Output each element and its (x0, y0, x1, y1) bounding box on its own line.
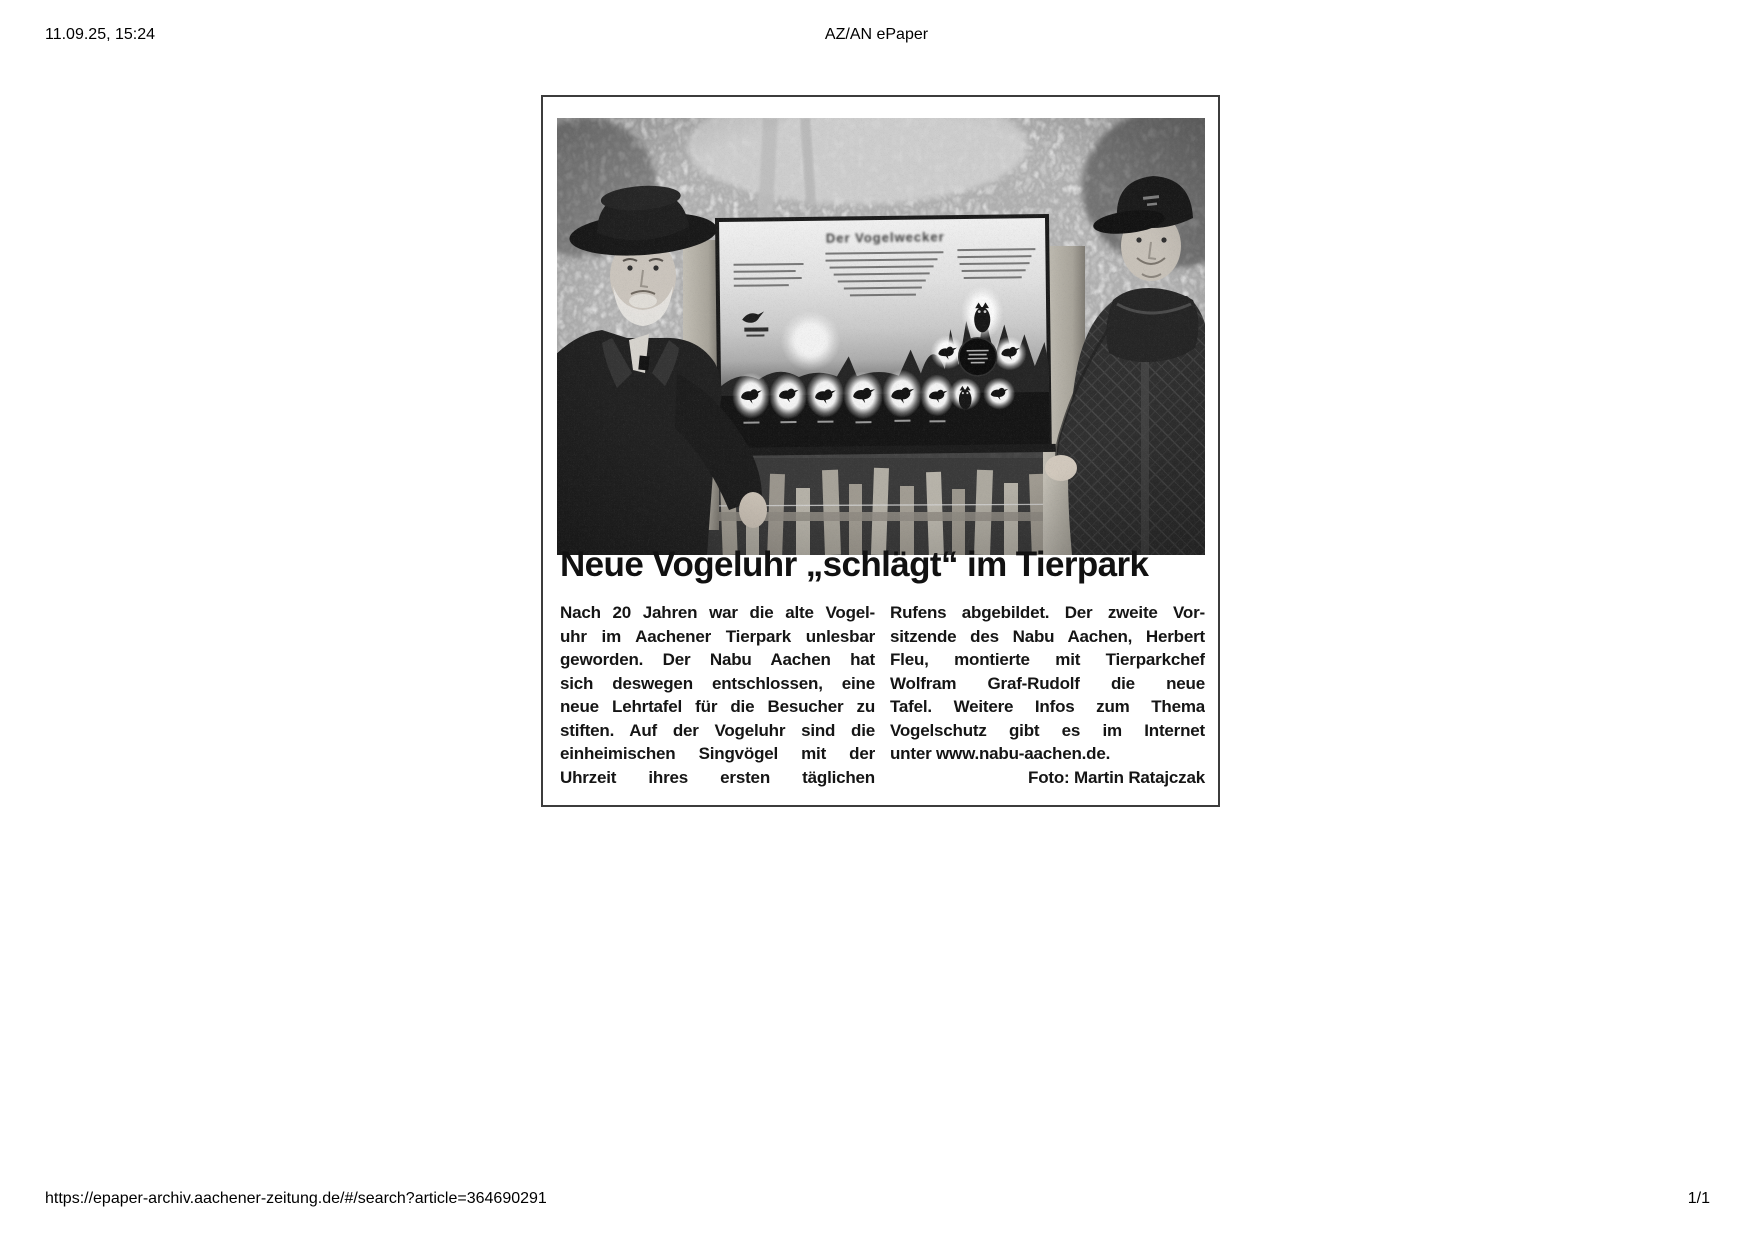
photo-credit: Foto: Martin Ratajczak (1028, 767, 1205, 787)
source-url: https://epaper-archiv.aachener-zeitung.de/#/search?article=364690291 (45, 1190, 547, 1207)
article-headline: Neue Vogeluhr „schlägt“ im Tierpark (560, 545, 1149, 584)
article-photo (557, 118, 1205, 555)
article-column-right (890, 601, 1205, 789)
article-column-right-text: Rufens abgebildet. Der zweite Vor- sitzende des Nabu Aachen, Herbert Fleu, montierte mit Tierparkchef Wolfram Graf-Rudolf die neue Tafel. Weitere Infos zum Thema Vogelschutz gibt es im Internet unter www.nabu-aachen.de. (890, 603, 1205, 763)
article-column-left: Nach 20 Jahren war die alte Vogel- uhr im Aachener Tierpark unlesbar geworden. Der Nabu Aachen hat sich deswegen entschlossen, eine neue Lehrtafel für die Besucher zu stiften. Auf der Vogeluhr sind die einheimischen Singvögel mit der Uhrzeit ihres ersten täglichen (560, 603, 875, 787)
print-datetime: 11.09.25, 15:24 (45, 26, 156, 43)
article-clipping (541, 95, 1220, 807)
page-indicator: 1/1 (1687, 1190, 1710, 1207)
article-body (560, 601, 1205, 789)
epaper-title: AZ/AN ePaper (824, 26, 929, 43)
